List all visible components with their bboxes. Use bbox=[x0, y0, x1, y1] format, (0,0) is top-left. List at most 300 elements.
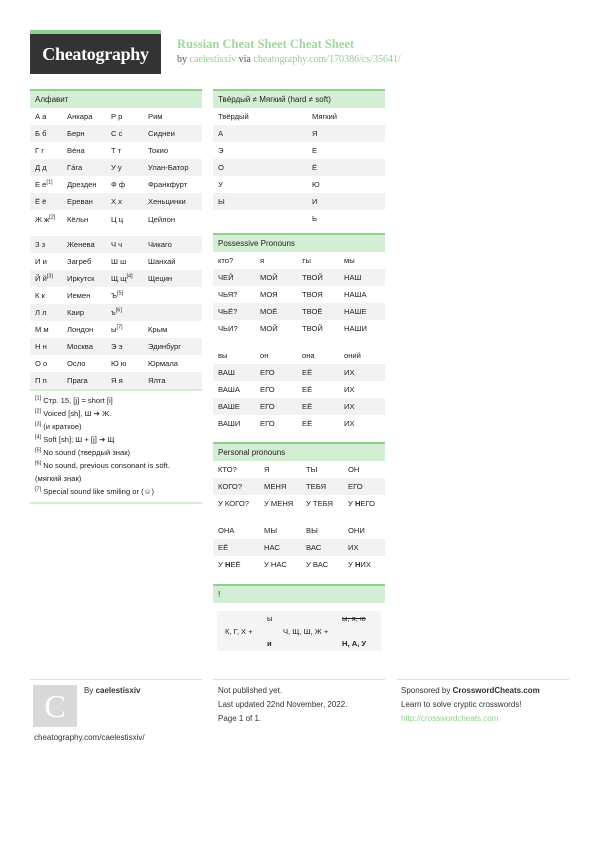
letter-cell-text: Я я bbox=[111, 376, 123, 385]
pronoun-cell bbox=[213, 478, 259, 495]
pronoun-cell bbox=[255, 252, 297, 269]
pronoun-cell bbox=[213, 556, 259, 573]
pronoun-cell bbox=[213, 398, 255, 415]
author-avatar[interactable]: C bbox=[33, 685, 77, 727]
footnote-text: Special sound like smiling or (☺) bbox=[41, 487, 154, 496]
pronoun-cell-text: ЕГО bbox=[348, 482, 363, 491]
pronoun-cell-text: ВАШЕ bbox=[218, 402, 240, 411]
letter-cell bbox=[106, 321, 143, 338]
possessive-row bbox=[213, 269, 385, 286]
pronoun-cell-text: ОНА bbox=[218, 526, 235, 535]
rule-forbidden-2: ы, я, ю bbox=[342, 614, 366, 623]
pronoun-cell bbox=[255, 347, 297, 364]
hard-vowel-cell-text: А bbox=[218, 129, 224, 138]
pronoun-cell bbox=[301, 495, 343, 512]
pronoun-cell-text: ТВОЯ bbox=[302, 290, 323, 299]
footnote-text: No sound, previous consonant is soft. bbox=[41, 461, 170, 470]
hard-soft-row bbox=[213, 142, 385, 159]
city-cell bbox=[62, 193, 106, 210]
sheet-title: Russian Cheat Sheet Cheat Sheet bbox=[177, 37, 355, 51]
footnote-number: [1] bbox=[35, 395, 42, 402]
pronoun-cell-text: НАШ bbox=[344, 273, 362, 282]
pronoun-cell-text: ЕЁ bbox=[218, 543, 229, 552]
pronoun-cell bbox=[339, 320, 385, 337]
personal-row bbox=[213, 556, 385, 573]
possessive-row bbox=[213, 347, 385, 364]
footnote-text: (и краткое) bbox=[41, 422, 82, 431]
pronoun-rest: ИХ bbox=[360, 560, 371, 569]
soft-vowel-cell bbox=[307, 125, 385, 142]
pronoun-cell bbox=[259, 478, 301, 495]
pronoun-cell bbox=[297, 415, 339, 432]
pronoun-cell bbox=[301, 478, 343, 495]
city-cell-text: Анкара bbox=[67, 112, 93, 121]
letter-cell-text: ъ bbox=[111, 308, 116, 317]
hard-vowel-cell bbox=[213, 159, 307, 176]
letter-cell-text: А а bbox=[35, 112, 47, 121]
city-cell-text: Шанхай bbox=[148, 257, 176, 266]
hard-soft-row bbox=[213, 159, 385, 176]
letter-cell bbox=[30, 236, 62, 253]
soft-vowel-cell bbox=[307, 159, 385, 176]
pronoun-cell-text: У ВАС bbox=[306, 560, 329, 569]
pronoun-cell bbox=[339, 286, 385, 303]
hard-soft-row bbox=[213, 176, 385, 193]
pronoun-cell-text: ТВОЙ bbox=[302, 273, 323, 282]
hard-vowel-cell bbox=[213, 125, 307, 142]
letter-cell-text: С с bbox=[111, 129, 123, 138]
city-cell-text: Улан-Батор bbox=[148, 163, 189, 172]
soft-vowel-cell bbox=[307, 193, 385, 210]
hard-vowel-cell bbox=[213, 142, 307, 159]
city-cell bbox=[62, 159, 106, 176]
sponsor-line bbox=[401, 684, 540, 698]
footnote-text: No sound (твердый знак) bbox=[41, 448, 131, 457]
footer-author bbox=[84, 684, 141, 698]
letter-cell bbox=[30, 355, 62, 372]
pronoun-cell bbox=[213, 252, 255, 269]
pronoun-cell bbox=[297, 252, 339, 269]
soft-vowel-cell-text: И bbox=[312, 197, 318, 206]
footnote bbox=[35, 485, 197, 498]
city-cell-text: Ереван bbox=[67, 197, 93, 206]
sheet-url-link[interactable]: cheatography.com/170386/cs/35641/ bbox=[253, 54, 401, 65]
footnote bbox=[35, 459, 197, 472]
pronoun-cell bbox=[259, 461, 301, 478]
city-cell-text: Токио bbox=[148, 146, 169, 155]
footnote-ref: [4] bbox=[126, 273, 133, 280]
letter-cell-text: Н н bbox=[35, 342, 47, 351]
alphabet-row bbox=[30, 372, 202, 389]
city-cell bbox=[143, 142, 202, 159]
city-cell-text: Москва bbox=[67, 342, 93, 351]
exclamation-heading: ! bbox=[213, 584, 385, 603]
soft-vowel-cell-text: Мягкий bbox=[312, 112, 338, 121]
letter-cell bbox=[30, 270, 62, 287]
letter-cell bbox=[30, 125, 62, 142]
letter-cell-text: Ф ф bbox=[111, 180, 126, 189]
pronoun-cell bbox=[343, 495, 385, 512]
letter-cell bbox=[30, 176, 62, 193]
city-cell bbox=[62, 176, 106, 193]
alphabet-footnotes bbox=[30, 389, 202, 504]
city-cell bbox=[62, 287, 106, 304]
hard-soft-row bbox=[213, 125, 385, 142]
pronoun-cell bbox=[213, 320, 255, 337]
pronoun-cell bbox=[339, 381, 385, 398]
hard-vowel-cell-text: Твёрдый bbox=[218, 112, 249, 121]
pronoun-cell-text: ИХ bbox=[348, 543, 359, 552]
letter-cell bbox=[30, 159, 62, 176]
city-cell-text: Женева bbox=[67, 240, 95, 249]
letter-cell bbox=[30, 253, 62, 270]
city-cell bbox=[143, 125, 202, 142]
alphabet-row bbox=[30, 193, 202, 210]
letter-cell-text: Ж ж bbox=[35, 215, 50, 224]
pronoun-prefix: У bbox=[218, 560, 225, 569]
sponsor-prefix: Sponsored by bbox=[401, 686, 451, 695]
pronoun-n-bold: Н bbox=[224, 560, 231, 569]
pronoun-cell bbox=[301, 522, 343, 539]
footnote-number: [6] bbox=[35, 460, 42, 467]
pronoun-cell-text: ВАШ bbox=[218, 368, 235, 377]
footnote bbox=[35, 420, 197, 433]
footer-divider-2 bbox=[213, 679, 385, 680]
row-spacer bbox=[213, 512, 385, 522]
letter-cell bbox=[30, 210, 62, 236]
pronoun-cell-text: ОНИ bbox=[348, 526, 365, 535]
pronoun-cell-text: МЫ bbox=[264, 526, 278, 535]
letter-cell-text: З з bbox=[35, 240, 46, 249]
city-cell bbox=[143, 304, 202, 321]
footer-by: By bbox=[84, 686, 94, 695]
city-cell bbox=[62, 372, 106, 389]
possessive-row bbox=[213, 252, 385, 269]
alphabet-row bbox=[30, 287, 202, 304]
personal-row bbox=[213, 539, 385, 556]
author-profile-link[interactable]: cheatography.com/caelestisxiv/ bbox=[34, 733, 145, 742]
city-cell bbox=[62, 210, 106, 236]
pronoun-cell-text: ЧЬИ? bbox=[218, 324, 238, 333]
pronoun-cell-text: она bbox=[302, 351, 315, 360]
pronoun-cell bbox=[255, 364, 297, 381]
city-cell-text: Юрмала bbox=[148, 359, 178, 368]
pronoun-rest: ЕЁ bbox=[230, 560, 241, 569]
city-cell bbox=[143, 159, 202, 176]
city-cell-text: Иемен bbox=[67, 291, 91, 300]
rule-consonants-1: К, Г, Х + bbox=[225, 627, 253, 636]
letter-cell-text: Р р bbox=[111, 112, 123, 121]
letter-cell bbox=[30, 304, 62, 321]
soft-vowel-cell-text: Ё bbox=[312, 163, 318, 172]
pronoun-cell-text: НАША bbox=[344, 290, 367, 299]
letter-cell bbox=[106, 210, 143, 236]
cheatography-logo[interactable]: Cheatography bbox=[30, 30, 161, 74]
pronoun-cell bbox=[213, 495, 259, 512]
pronoun-cell-text: Я bbox=[264, 465, 270, 474]
pronoun-cell-text: МОЙ bbox=[260, 324, 278, 333]
alphabet-row bbox=[30, 321, 202, 338]
pronoun-cell bbox=[339, 415, 385, 432]
pronoun-cell-text: У ТЕБЯ bbox=[306, 499, 334, 508]
letter-cell-text: М м bbox=[35, 325, 49, 334]
letter-cell bbox=[106, 236, 143, 253]
pronoun-cell-text: кто? bbox=[218, 256, 234, 265]
hard-vowel-cell bbox=[213, 210, 307, 227]
letter-cell bbox=[106, 159, 143, 176]
city-cell bbox=[143, 108, 202, 125]
personal-table bbox=[213, 461, 385, 573]
personal-heading: Personal pronouns bbox=[213, 442, 385, 461]
pronoun-cell bbox=[343, 522, 385, 539]
city-cell bbox=[143, 270, 202, 287]
byline bbox=[177, 54, 401, 65]
alphabet-row bbox=[30, 108, 202, 125]
pronoun-cell bbox=[297, 286, 339, 303]
letter-cell bbox=[106, 253, 143, 270]
city-cell bbox=[143, 321, 202, 338]
alphabet-row bbox=[30, 210, 202, 236]
pronoun-cell-text: ЕЁ bbox=[302, 402, 313, 411]
pronoun-cell bbox=[213, 539, 259, 556]
city-cell-text: Гáга bbox=[67, 163, 83, 172]
personal-row bbox=[213, 495, 385, 512]
pronoun-cell bbox=[297, 303, 339, 320]
pronoun-cell-text: ИХ bbox=[344, 368, 355, 377]
letter-cell-text: Л л bbox=[35, 308, 47, 317]
pronoun-cell bbox=[259, 522, 301, 539]
city-cell bbox=[62, 338, 106, 355]
city-cell-text: Чикаго bbox=[148, 240, 172, 249]
footnote-number: [2] bbox=[35, 408, 42, 415]
letter-cell-text: Х х bbox=[111, 197, 122, 206]
pronoun-cell bbox=[297, 381, 339, 398]
pronoun-cell bbox=[255, 381, 297, 398]
byline-by: by bbox=[177, 54, 187, 65]
footnote-number: [5] bbox=[35, 447, 42, 454]
city-cell-text: Прага bbox=[67, 376, 88, 385]
sponsor-name-link[interactable]: CrosswordCheats.com bbox=[452, 686, 540, 695]
city-cell-text: Франкфурт bbox=[148, 180, 188, 189]
city-cell bbox=[143, 253, 202, 270]
letter-cell bbox=[30, 287, 62, 304]
pronoun-cell-text: ТЕБЯ bbox=[306, 482, 327, 491]
published-status: Not published yet. bbox=[218, 686, 283, 695]
footer-divider-3 bbox=[397, 679, 569, 680]
soft-vowel-cell-text: Е bbox=[312, 146, 318, 155]
pronoun-cell-text: ЕЁ bbox=[302, 385, 313, 394]
page-number: Page 1 of 1. bbox=[218, 714, 262, 723]
pronoun-cell-text: вы bbox=[218, 351, 228, 360]
footnote-ref: [3] bbox=[46, 273, 53, 280]
letter-cell-text: Ч ч bbox=[111, 240, 123, 249]
pronoun-cell-text: МЕНЯ bbox=[264, 482, 287, 491]
possessive-row bbox=[213, 415, 385, 432]
footnote bbox=[35, 472, 197, 485]
city-cell bbox=[143, 355, 202, 372]
pronoun-cell bbox=[213, 269, 255, 286]
pronoun-cell bbox=[259, 539, 301, 556]
pronoun-cell bbox=[255, 269, 297, 286]
soft-vowel-cell bbox=[307, 142, 385, 159]
footnote-text: (мягкий знак) bbox=[35, 474, 82, 483]
pronoun-cell-text: ВАС bbox=[306, 543, 322, 552]
alphabet-row bbox=[30, 142, 202, 159]
pronoun-cell-text: ИХ bbox=[344, 402, 355, 411]
footnote-ref: [7] bbox=[116, 324, 123, 331]
letter-cell bbox=[106, 355, 143, 372]
pronoun-cell-text: ЕГО bbox=[260, 385, 275, 394]
pronoun-cell bbox=[301, 539, 343, 556]
city-cell bbox=[62, 125, 106, 142]
personal-row bbox=[213, 522, 385, 539]
pronoun-cell-text: ты bbox=[302, 256, 311, 265]
city-cell-text: Кёльн bbox=[67, 215, 89, 224]
pronoun-cell bbox=[213, 381, 255, 398]
city-cell-text: Загреб bbox=[67, 257, 92, 266]
letter-cell-text: Е е bbox=[35, 180, 47, 189]
letter-cell-text: К к bbox=[35, 291, 45, 300]
pronoun-cell-text: МОЙ bbox=[260, 273, 278, 282]
possessive-section bbox=[213, 233, 385, 432]
city-cell bbox=[62, 253, 106, 270]
letter-cell-text: П п bbox=[35, 376, 47, 385]
soft-vowel-cell-text: Ь bbox=[312, 214, 317, 223]
letter-cell-text: У у bbox=[111, 163, 122, 172]
soft-vowel-cell bbox=[307, 210, 385, 227]
city-cell bbox=[143, 338, 202, 355]
pronoun-cell-text: ТВОЙ bbox=[302, 324, 323, 333]
personal-row bbox=[213, 461, 385, 478]
letter-cell bbox=[106, 176, 143, 193]
city-cell-text: Берн bbox=[67, 129, 85, 138]
pronoun-cell bbox=[255, 415, 297, 432]
letter-cell-text: ы bbox=[111, 325, 117, 334]
letter-cell-text: Ё ё bbox=[35, 197, 47, 206]
rule-consonants-2: Ч, Щ, Ш, Ж + bbox=[283, 627, 329, 636]
pronoun-cell bbox=[343, 539, 385, 556]
footnote-number: [3] bbox=[35, 421, 42, 428]
pronoun-cell bbox=[339, 364, 385, 381]
city-cell-text: Крым bbox=[148, 325, 168, 334]
hard-soft-section bbox=[213, 89, 385, 227]
hard-vowel-cell bbox=[213, 193, 307, 210]
city-cell-text: Осло bbox=[67, 359, 86, 368]
possessive-row bbox=[213, 398, 385, 415]
pronoun-cell-text: ЕЁ bbox=[302, 368, 313, 377]
pronoun-cell bbox=[297, 398, 339, 415]
letter-cell bbox=[106, 372, 143, 389]
pronoun-cell-text: НАШИ bbox=[344, 324, 367, 333]
pronoun-cell-text: он bbox=[260, 351, 269, 360]
pronoun-cell-text: НАС bbox=[264, 543, 280, 552]
footnote bbox=[35, 446, 197, 459]
author-link[interactable]: caelestisxiv bbox=[189, 54, 237, 65]
exclamation-body bbox=[213, 603, 385, 659]
possessive-row bbox=[213, 381, 385, 398]
city-cell bbox=[143, 372, 202, 389]
pronoun-cell-text: я bbox=[260, 256, 265, 265]
pronoun-cell bbox=[297, 269, 339, 286]
letter-cell bbox=[30, 142, 62, 159]
city-cell bbox=[143, 176, 202, 193]
pronoun-cell bbox=[297, 364, 339, 381]
city-cell-text: Цейлон bbox=[148, 215, 176, 224]
letter-cell bbox=[30, 108, 62, 125]
pronoun-cell-text: ЕЁ bbox=[302, 419, 313, 428]
possessive-row bbox=[213, 303, 385, 320]
possessive-row bbox=[213, 286, 385, 303]
alphabet-row bbox=[30, 338, 202, 355]
pronoun-n-bold: Н bbox=[354, 499, 361, 508]
city-cell bbox=[62, 236, 106, 253]
sponsor-url-link[interactable]: http://crosswordcheats.com bbox=[401, 714, 499, 723]
pronoun-cell-text: ЕГО bbox=[260, 368, 275, 377]
possessive-table bbox=[213, 252, 385, 432]
letter-cell-text: Щ щ bbox=[111, 274, 127, 283]
city-cell bbox=[143, 193, 202, 210]
alphabet-row bbox=[30, 125, 202, 142]
soft-vowel-cell-text: Я bbox=[312, 129, 318, 138]
pronoun-cell-text: ВАШИ bbox=[218, 419, 241, 428]
pronoun-cell bbox=[259, 556, 301, 573]
row-spacer bbox=[213, 337, 385, 347]
hard-soft-row bbox=[213, 210, 385, 227]
letter-cell-text: Э э bbox=[111, 342, 123, 351]
pronoun-cell-text: КОГО? bbox=[218, 482, 243, 491]
letter-cell-text: Й й bbox=[35, 274, 47, 283]
pronoun-cell-text: У КОГО? bbox=[218, 499, 249, 508]
pronoun-cell-text: ЧЬЁ? bbox=[218, 307, 238, 316]
pronoun-cell-text: ЕГО bbox=[260, 402, 275, 411]
footnote-text: Voiced [sh], Ш ➔ Ж. bbox=[41, 409, 112, 418]
pronoun-cell-text: НАШЕ bbox=[344, 307, 367, 316]
pronoun-cell bbox=[213, 415, 255, 432]
letter-cell-text: Ц ц bbox=[111, 215, 124, 224]
city-cell-text: Сиднеи bbox=[148, 129, 175, 138]
footer-author-link[interactable]: caelestisxiv bbox=[95, 686, 141, 695]
city-cell-text: Каир bbox=[67, 308, 85, 317]
pronoun-cell-text: У МЕНЯ bbox=[264, 499, 294, 508]
letter-cell bbox=[106, 193, 143, 210]
letter-cell bbox=[106, 108, 143, 125]
city-cell bbox=[62, 142, 106, 159]
pronoun-cell bbox=[343, 556, 385, 573]
hard-vowel-cell-text: Ы bbox=[218, 197, 225, 206]
pronoun-cell bbox=[297, 320, 339, 337]
pronoun-cell bbox=[301, 556, 343, 573]
pronoun-cell bbox=[213, 461, 259, 478]
pronoun-n-bold: Н bbox=[354, 560, 361, 569]
letter-cell-text: Ъ bbox=[111, 291, 118, 300]
pronoun-cell-text: мы bbox=[344, 256, 355, 265]
footnote bbox=[35, 407, 197, 420]
letter-cell-text: Б б bbox=[35, 129, 47, 138]
pronoun-cell bbox=[255, 286, 297, 303]
footnote-text: Стр. 15, [j] = short [i] bbox=[41, 396, 113, 405]
letter-cell-text: Ш ш bbox=[111, 257, 127, 266]
pronoun-cell bbox=[301, 461, 343, 478]
letter-cell-text: Т т bbox=[111, 146, 122, 155]
letter-cell-text: О о bbox=[35, 359, 48, 368]
footnote-ref: [1] bbox=[46, 179, 53, 186]
footnote-ref: [2] bbox=[49, 214, 56, 221]
city-cell-text: Эдинбург bbox=[148, 342, 181, 351]
letter-cell bbox=[106, 270, 143, 287]
rule-forbidden-1: ы bbox=[267, 614, 273, 623]
pronoun-cell-text: ОН bbox=[348, 465, 360, 474]
hard-soft-heading: Твёрдый ≠ Мягкий (hard ≠ soft) bbox=[213, 89, 385, 108]
